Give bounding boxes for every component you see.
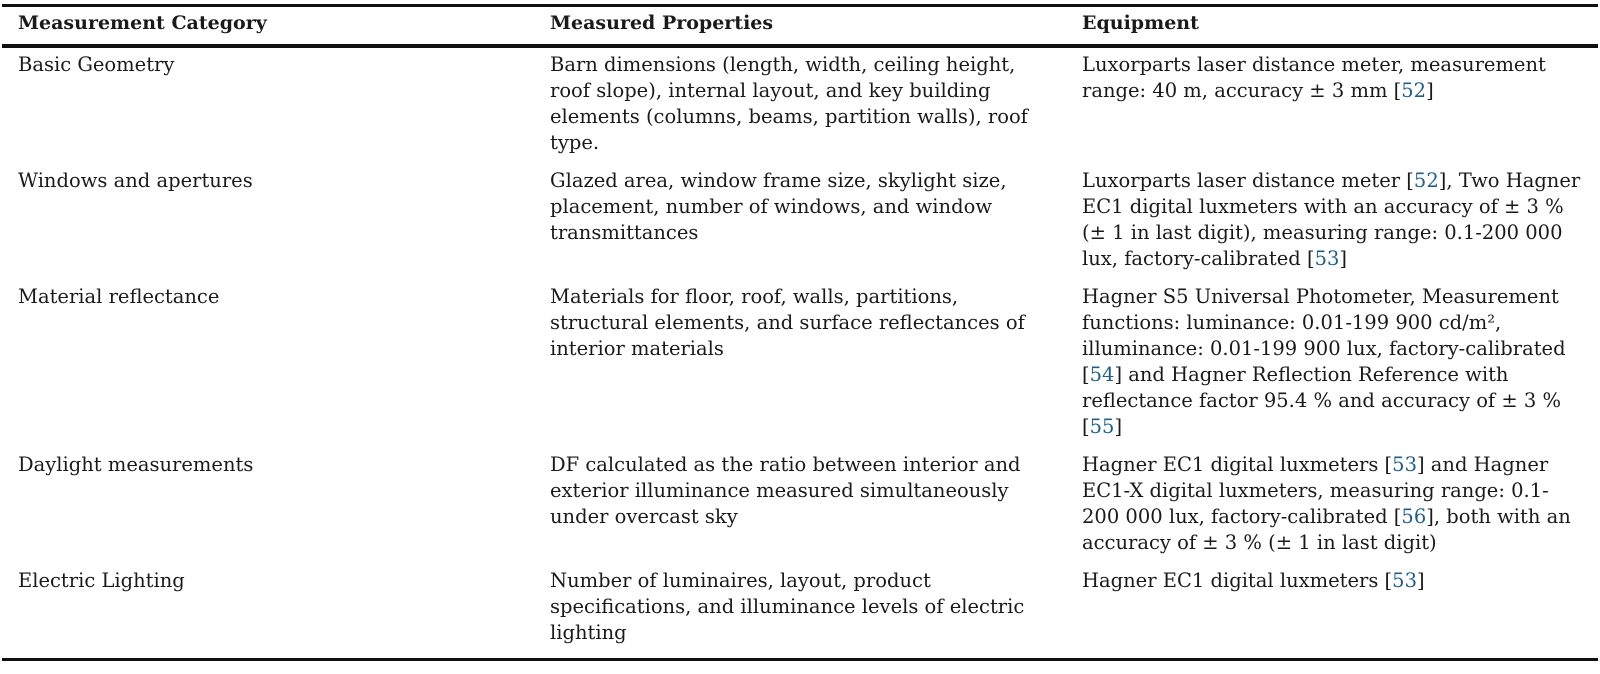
equipment-text: Hagner S5 Universal Photometer, Measurement functions: luminance: 0.01-199 900 cd/m², illuminance: 0.01-199 900 lux, factory-calibrated [	[1082, 285, 1566, 386]
equipment-text: ]	[1339, 247, 1348, 270]
equipment-cell	[1066, 568, 1598, 660]
equipment-text: Luxorparts laser distance meter, measurement range: 40 m, accuracy ± 3 mm [	[1082, 53, 1546, 102]
equipment-text: ]	[1417, 569, 1425, 592]
category-cell: Material reflectance	[18, 285, 220, 308]
equipment-cell	[1066, 452, 1598, 568]
header-measurement-category: Measurement Category	[2, 6, 534, 47]
equipment-text: Hagner EC1 digital luxmeters [	[1082, 569, 1393, 592]
properties-cell: Number of luminaires, layout, product specifications, and illuminance levels of electric lighting	[550, 569, 1025, 644]
table-row	[2, 568, 1598, 660]
equipment-text: ], Two Hagner EC1 digital luxmeters with an accuracy of ± 3 % (± 1 in last digit), measuring range: 0.1-200 000 lux, factory-calibrated [	[1082, 169, 1581, 270]
table-row	[2, 46, 1598, 168]
citation-link[interactable]: 52	[1401, 79, 1427, 102]
header-measured-properties: Measured Properties	[534, 6, 1066, 47]
properties-cell: Barn dimensions (length, width, ceiling height, roof slope), internal layout, and key building elements (columns, beams, partition walls), roof type.	[550, 53, 1028, 154]
table-body	[2, 46, 1598, 660]
equipment-text: ]	[1426, 79, 1434, 102]
citation-link[interactable]: 53	[1392, 453, 1417, 476]
equipment-text: ] and Hagner Reflection Reference with reflectance factor 95.4 % and accuracy of ± 3 % [	[1082, 363, 1562, 438]
table-row	[2, 452, 1598, 568]
table-row	[2, 284, 1598, 452]
equipment-text: Luxorparts laser distance meter [	[1082, 169, 1414, 192]
equipment-text: ], both with an accuracy of ± 3 % (± 1 in last digit)	[1082, 505, 1571, 554]
category-cell: Electric Lighting	[18, 569, 185, 592]
category-cell: Windows and apertures	[18, 169, 253, 192]
equipment-cell	[1066, 46, 1598, 168]
citation-link[interactable]: 53	[1314, 247, 1340, 270]
header-equipment: Equipment	[1066, 6, 1598, 47]
properties-cell: DF calculated as the ratio between interior and exterior illuminance measured simultaneously under overcast sky	[550, 453, 1021, 528]
equipment-cell	[1066, 168, 1598, 284]
measurement-table	[2, 4, 1598, 661]
citation-link[interactable]: 55	[1089, 415, 1115, 438]
category-cell: Basic Geometry	[18, 53, 175, 76]
citation-link[interactable]: 54	[1089, 363, 1115, 386]
category-cell: Daylight measurements	[18, 453, 254, 476]
properties-cell: Materials for floor, roof, walls, partitions, structural elements, and surface reflectances of interior materials	[550, 285, 1025, 360]
citation-link[interactable]: 53	[1392, 569, 1417, 592]
table-header	[2, 6, 1598, 47]
table-row	[2, 168, 1598, 284]
equipment-text: ] and Hagner EC1-X digital luxmeters, measuring range: 0.1-200 000 lux, factory-calibrated [	[1082, 453, 1549, 528]
equipment-text: ]	[1114, 415, 1123, 438]
citation-link[interactable]: 56	[1401, 505, 1427, 528]
header-row	[2, 6, 1598, 47]
citation-link[interactable]: 52	[1413, 169, 1439, 192]
properties-cell: Glazed area, window frame size, skylight size, placement, number of windows, and window transmittances	[550, 169, 1007, 244]
equipment-text: Hagner EC1 digital luxmeters [	[1082, 453, 1393, 476]
equipment-cell	[1066, 284, 1598, 452]
